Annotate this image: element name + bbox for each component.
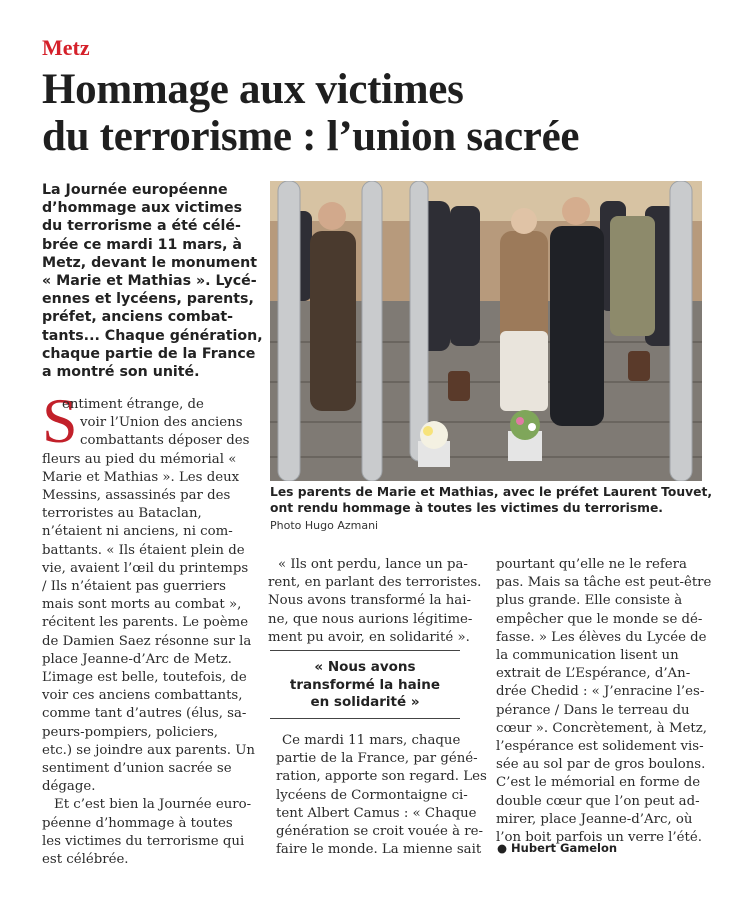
body-line: sentiment d’union sacrée se <box>42 761 232 777</box>
body-line: entiment étrange, de <box>62 397 204 412</box>
body-line: est célébrée. <box>42 852 129 868</box>
photo-caption <box>270 484 713 516</box>
body-line: Messins, assassinés par des <box>42 488 231 504</box>
body-line: de Damien Saez résonne sur la <box>42 633 252 649</box>
body-line: ment pu avoir, en solidarité ». <box>268 629 470 645</box>
body-line: terroristes au Bataclan, <box>42 506 202 522</box>
caption-line: Les parents de Marie et Mathias, avec le préfet Laurent Touvet, <box>270 485 713 499</box>
body-line: Et c’est bien la Journée euro- <box>54 797 252 813</box>
body-line: etc.) se joindre aux parents. Un <box>42 742 255 758</box>
body-line: drée Chedid : « J’enracine l’es- <box>496 684 705 700</box>
body-line: l’espérance est solidement vis- <box>496 739 704 755</box>
body-line: ration, apporte son regard. Les <box>276 769 487 785</box>
body-column-2 <box>268 556 480 647</box>
body-line: pas. Mais sa tâche est peut-être <box>496 575 712 591</box>
caption-line: ont rendu hommage à toutes les victimes du terrorisme. <box>270 501 663 515</box>
body-line: pérance / Dans le terreau du <box>496 702 690 718</box>
body-line: rent, en parlant des terroristes. <box>268 575 482 591</box>
body-line: partie de la France, par géné- <box>276 751 478 767</box>
body-line: cœur ». Concrètement, à Metz, <box>496 720 708 736</box>
lead-paragraph <box>42 181 263 381</box>
lead-line: préfet, anciens combat- <box>42 309 234 326</box>
pull-quote <box>270 650 460 719</box>
lead-line: La Journée européenne <box>42 182 228 198</box>
body-line: combattants déposer des <box>80 433 250 449</box>
body-line: les victimes du terrorisme qui <box>42 833 245 849</box>
body-line: voir ces anciens combattants, <box>42 688 243 704</box>
lead-line: brée ce mardi 11 mars, à <box>42 236 243 253</box>
lead-line: chaque partie de la France <box>42 345 256 362</box>
body-line: lycéens de Cormontaigne ci- <box>276 787 468 803</box>
drop-cap: S <box>42 385 78 456</box>
body-line: péenne d’hommage à toutes <box>42 815 233 831</box>
photo-credit: Photo Hugo Azmani <box>270 519 379 532</box>
body-line: ne, que nous aurions légitime- <box>268 611 473 627</box>
body-line: récitent les parents. Le poème <box>42 615 249 631</box>
body-line: plus grande. Elle consiste à <box>496 593 683 609</box>
lead-line: tants... Chaque génération, <box>42 327 263 344</box>
lead-line: « Marie et Mathias ». Lycé- <box>42 273 257 290</box>
photo-illustration <box>270 181 702 481</box>
author-signature: ● Hubert Gamelon <box>497 841 618 855</box>
body-line: Ce mardi 11 mars, chaque <box>282 733 461 748</box>
lead-line: d’hommage aux victimes <box>42 200 243 217</box>
body-line: C’est le mémorial en forme de <box>496 775 701 791</box>
body-column-2-continued <box>276 732 487 859</box>
body-line: tent Albert Camus : « Chaque <box>276 805 477 821</box>
body-line: n’étaient ni anciens, ni com- <box>42 524 233 540</box>
section-kicker: Metz <box>42 35 90 60</box>
body-line: génération se croit vouée à re- <box>276 824 483 840</box>
body-line: l’on boit parfois un verre l’été. <box>496 830 702 846</box>
body-line: Marie et Mathias ». Les deux <box>42 469 240 485</box>
pull-quote-line: transformé la haine <box>289 676 441 693</box>
lead-line: ennes et lycéens, parents, <box>42 291 254 308</box>
body-line: dégage. <box>42 779 96 795</box>
body-line: battants. « Ils étaient plein de <box>42 542 245 558</box>
body-line: mirer, place Jeanne-d’Arc, où <box>496 811 693 827</box>
pull-quote-line: en solidarité » <box>310 694 420 710</box>
body-line: fasse. » Les élèves du Lycée de <box>496 629 707 645</box>
body-line: faire le monde. La mienne sait <box>276 842 482 858</box>
headline-line: du terrorisme : l’union sacrée <box>42 113 580 160</box>
body-line: peurs-pompiers, policiers, <box>42 724 219 740</box>
body-line: sée au sol par de gros boulons. <box>496 757 706 773</box>
lead-line: du terrorisme a été célé- <box>42 218 241 235</box>
body-line: place Jeanne-d’Arc de Metz. <box>42 651 232 667</box>
body-column-3 <box>496 556 712 847</box>
body-line: « Ils ont perdu, lance un pa- <box>278 557 468 572</box>
body-line: comme tant d’autres (élus, sa- <box>42 706 247 722</box>
body-line: pourtant qu’elle ne le refera <box>496 557 687 572</box>
body-line: voir l’Union des anciens <box>80 415 243 431</box>
headline-line: Hommage aux victimes <box>42 66 464 113</box>
body-line: / Ils n’étaient pas guerriers <box>42 579 226 595</box>
body-line: double cœur que l’on peut ad- <box>496 793 700 809</box>
body-line: la communication lisent un <box>496 648 679 664</box>
body-line: extrait de L’Espérance, d’An- <box>496 666 691 682</box>
body-line: mais sont morts au combat », <box>42 597 242 613</box>
article-photo <box>270 181 702 481</box>
body-column-1 <box>42 396 254 869</box>
body-line: L’image est belle, toutefois, de <box>42 670 247 686</box>
body-line: vie, avaient l’œil du printemps <box>42 560 249 576</box>
body-line: fleurs au pied du mémorial « <box>42 451 237 467</box>
body-line: Nous avons transformé la hai- <box>268 593 471 609</box>
pull-quote-line: « Nous avons <box>314 659 416 675</box>
lead-line: a montré son unité. <box>42 364 200 381</box>
body-line: empêcher que le monde se dé- <box>496 611 703 627</box>
headline <box>42 66 722 160</box>
lead-line: Metz, devant le monument <box>42 254 257 271</box>
